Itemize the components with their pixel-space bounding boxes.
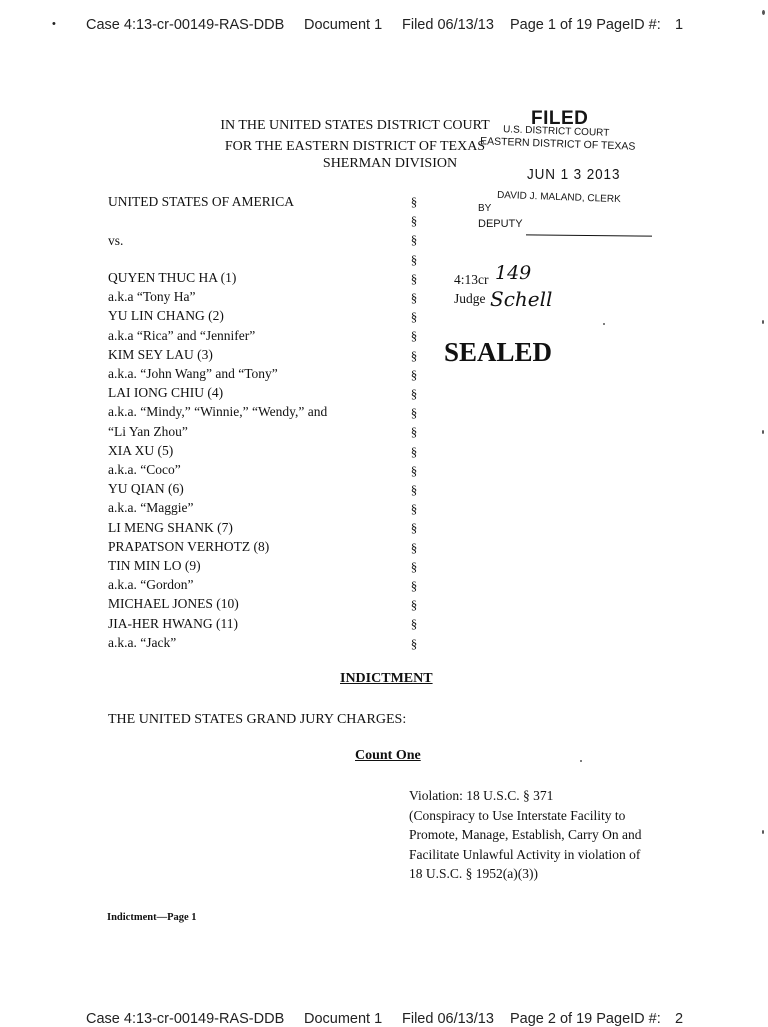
court-name-line1: IN THE UNITED STATES DISTRICT COURT [220,118,490,133]
section-mark: § [410,578,418,594]
section-mark: § [410,558,418,574]
section-mark: § [410,347,418,363]
defendant-line: PRAPATSON VERHOTZ (8) [108,538,270,554]
section-mark: § [410,635,418,651]
indictment-title: INDICTMENT [340,671,433,686]
violation-line: Promote, Manage, Establish, Carry On and [409,827,642,842]
stamp-court: U.S. DISTRICT COURT [502,124,610,139]
defendant-line: TIN MIN LO (9) [108,558,201,574]
defendant-line: XIA XU (5) [108,442,174,458]
filed-date-header: Filed 06/13/13 [402,17,494,33]
violation-line: (Conspiracy to Use Interstate Facility to [409,807,626,823]
document-number-header: Document 1 [304,17,383,33]
section-mark: § [410,616,418,632]
defendant-line: a.k.a “Tony Ha” [108,289,196,305]
section-mark: § [410,482,418,498]
next-page-case-number: Case 4:13-cr-00149-RAS-DDB [86,1011,285,1027]
section-mark: § [410,232,418,248]
header-bullet: • [52,18,56,30]
page-footer: Indictment—Page 1 [107,912,197,923]
section-mark: § [410,597,418,613]
stamp-deputy: DEPUTY [478,218,523,230]
defendant-line: KIM SEY LAU (3) [108,346,213,362]
judge-label: Judge [454,291,486,306]
plaintiff: UNITED STATES OF AMERICA [108,194,295,209]
scan-mark [762,430,764,434]
section-mark: § [410,309,418,325]
defendant-line: a.k.a. “Gordon” [108,577,194,593]
court-name-line2: FOR THE EASTERN DISTRICT OF TEXAS [224,139,486,154]
defendant-line: a.k.a. “Jack” [108,634,177,650]
section-mark: § [410,386,418,402]
violation-line: 18 U.S.C. § 1952(a)(3)) [409,866,538,881]
section-mark: § [410,251,418,267]
scan-mark [762,320,764,324]
grand-jury-charges: THE UNITED STATES GRAND JURY CHARGES: [108,712,407,727]
defendant-line: a.k.a. “Mindy,” “Winnie,” “Wendy,” and [108,404,328,420]
section-mark: § [410,290,418,306]
violation-line: Violation: 18 U.S.C. § 371 [409,788,554,803]
judge-handwritten: Schell [490,287,553,311]
defendant-line: MICHAEL JONES (10) [108,596,239,612]
section-mark: § [410,501,418,517]
defendant-line: YU LIN CHANG (2) [108,308,224,324]
defendant-line: a.k.a. “Coco” [108,462,181,478]
section-mark-column [406,192,422,653]
violation-block [409,786,641,884]
defendant-line: YU QIAN (6) [108,481,184,497]
scan-mark [762,10,765,15]
defendant-line: QUYEN THUC HA (1) [108,270,237,285]
defendant-line: “Li Yan Zhou” [108,423,188,439]
section-mark: § [410,366,418,382]
case-number-header: Case 4:13-cr-00149-RAS-DDB [86,17,285,33]
section-mark: § [410,462,418,478]
page-id-header: 1 [675,17,684,33]
sealed-label: SEALED [444,337,553,367]
defendant-line: LI MENG SHANK (7) [108,519,233,535]
section-mark: § [410,213,418,229]
defendant-line: LAI IONG CHIU (4) [108,385,224,401]
defendant-line: JIA-HER HWANG (11) [108,615,238,631]
next-page-count: Page 2 of 19 PageID #: [510,1011,661,1027]
section-mark: § [410,443,418,459]
section-mark: § [410,405,418,421]
stamp-clerk: DAVID J. MALAND, CLERK [496,189,621,206]
violation-line: Facilitate Unlawful Activity in violation of [409,846,641,862]
defendant-line: a.k.a “Rica” and “Jennifer” [108,327,256,343]
scan-mark [762,830,764,834]
filed-stamp: FILED [531,108,589,129]
next-page-filed-date: Filed 06/13/13 [402,1011,494,1027]
case-number-label: 4:13cr [454,272,489,287]
stamp-district: EASTERN DISTRICT OF TEXAS [479,135,636,153]
court-division: SHERMAN DIVISION [322,156,458,171]
stamp-date: JUN 1 3 2013 [527,166,621,183]
section-mark: § [410,520,418,536]
count-one-title: Count One [355,748,421,763]
case-number-handwritten: 149 [495,262,532,284]
versus: vs. [108,233,124,248]
defendant-line: a.k.a. “Maggie” [108,500,194,516]
section-mark: § [410,328,418,344]
next-page-document-number: Document 1 [304,1011,383,1027]
section-mark: § [410,424,418,440]
defendant-list [108,268,327,652]
section-mark: § [410,539,418,555]
section-mark: § [410,270,418,286]
next-page-id: 2 [675,1011,684,1027]
scan-mark [603,323,605,325]
defendant-line: a.k.a. “John Wang” and “Tony” [108,366,278,382]
scan-mark [580,760,582,762]
stamp-by: BY [478,203,492,214]
section-mark: § [410,194,418,209]
deputy-signature-line [526,234,652,237]
page-count-header: Page 1 of 19 PageID #: [510,17,661,33]
